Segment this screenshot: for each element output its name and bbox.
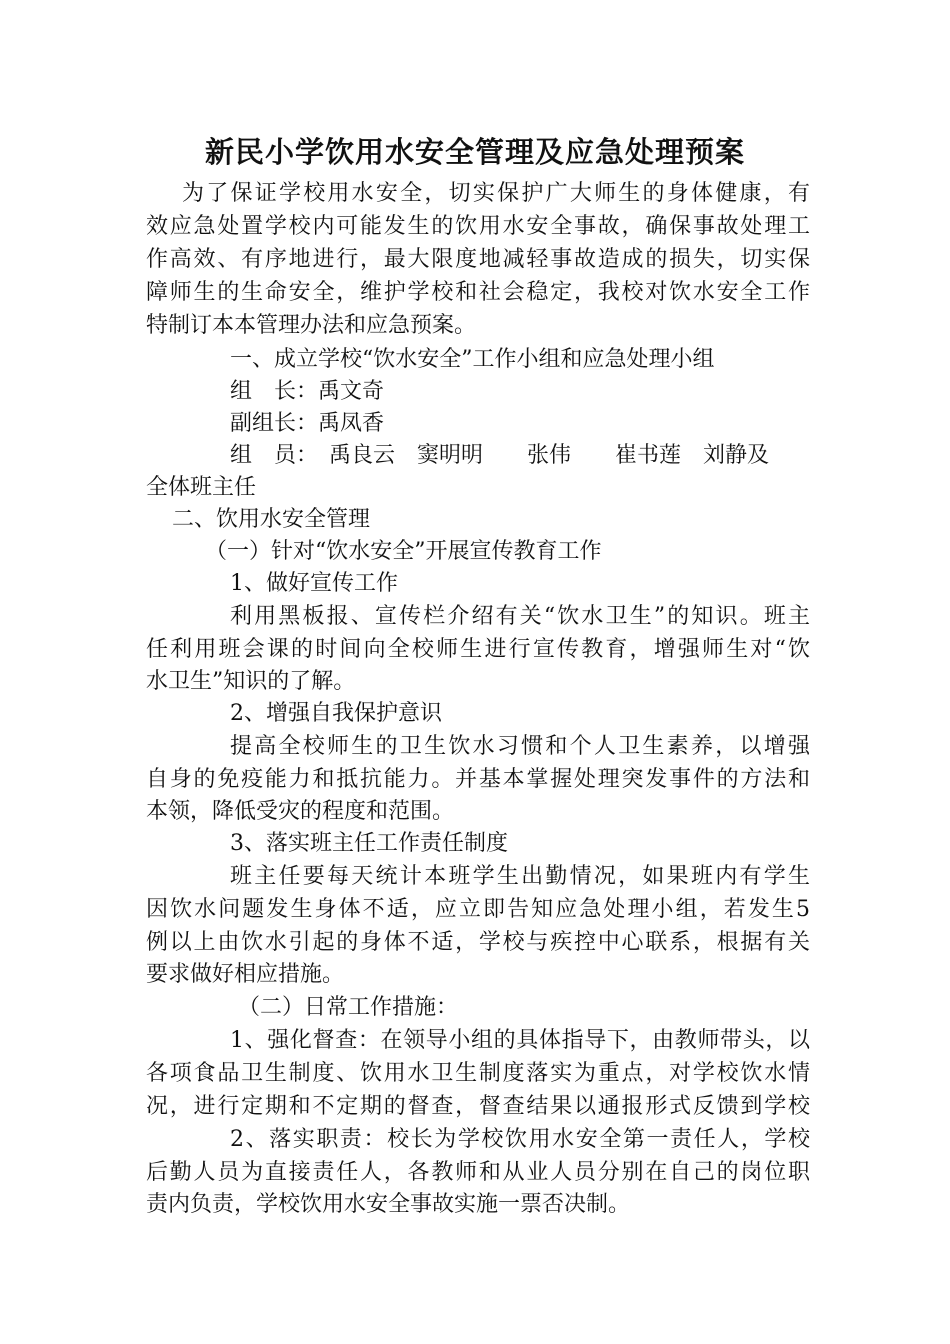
group-leader: 组 长：禹文奇 [230, 379, 385, 404]
measure1-line-3: 况，进行定期和不定期的督查，督查结果以通报形式反馈到学校 [146, 1094, 810, 1119]
item3-title: 3、落实班主任工作责任制度 [230, 831, 508, 856]
intro-line-4: 障师生的生命安全，维护学校和社会稳定，我校对饮水安全工作 [146, 280, 810, 305]
item3-body-line-4: 要求做好相应措施。 [146, 962, 345, 987]
item1-body-line-3: 水卫生”知识的了解。 [146, 669, 356, 694]
measure2-line-1: 2、落实职责：校长为学校饮用水安全第一责任人，学校 [230, 1127, 810, 1152]
measure1-line-2: 各项食品卫生制度、饮用水卫生制度落实为重点，对学校饮水情 [146, 1061, 810, 1086]
item2-body-line-1: 提高全校师生的卫生饮水习惯和个人卫生素养，以增强 [230, 734, 810, 759]
item1-body-line-1: 利用黑板报、宣传栏介绍有关“饮水卫生”的知识。班主 [230, 604, 810, 629]
item2-body-line-2: 自身的免疫能力和抵抗能力。并基本掌握处理突发事件的方法和 [146, 767, 810, 792]
group-members: 组 员： 禹良云 窦明明 张伟 崔书莲 刘静及 [230, 443, 770, 468]
item3-body-line-1: 班主任要每天统计本班学生出勤情况，如果班内有学生 [230, 864, 810, 889]
measure1-line-1: 1、强化督查：在领导小组的具体指导下，由教师带头，以 [230, 1028, 810, 1053]
item1-body-line-2: 任利用班会课的时间向全校师生进行宣传教育，增强师生对“饮 [146, 637, 810, 662]
item1-title: 1、做好宣传工作 [230, 571, 398, 596]
group-deputy: 副组长：禹凤香 [230, 411, 385, 436]
group-members-cont: 全体班主任 [146, 475, 257, 500]
section2-heading: 二、饮用水安全管理 [172, 507, 371, 532]
subsection1-heading: （一）针对“饮水安全”开展宣传教育工作 [205, 539, 602, 564]
item3-body-line-2: 因饮水问题发生身体不适，应立即告知应急处理小组，若发生5 [146, 897, 810, 922]
document-title: 新民小学饮用水安全管理及应急处理预案 [204, 135, 745, 169]
measure2-line-3: 责内负责，学校饮用水安全事故实施一票否决制。 [146, 1192, 631, 1217]
item2-body-line-3: 本领，降低受灾的程度和范围。 [146, 799, 455, 824]
subsection2-heading: （二）日常工作措施： [238, 995, 459, 1020]
intro-line-3: 作高效、有序地进行，最大限度地减轻事故造成的损失，切实保 [146, 247, 810, 272]
intro-line-1: 为了保证学校用水安全，切实保护广大师生的身体健康，有 [182, 181, 810, 206]
item3-body-line-3: 例以上由饮水引起的身体不适，学校与疾控中心联系，根据有关 [146, 930, 810, 955]
section1-heading: 一、成立学校“饮水安全”工作小组和应急处理小组 [230, 347, 715, 372]
measure2-line-2: 后勤人员为直接责任人，各教师和从业人员分别在自己的岗位职 [146, 1160, 810, 1185]
item2-title: 2、增强自我保护意识 [230, 701, 442, 726]
intro-line-2: 效应急处置学校内可能发生的饮用水安全事故，确保事故处理工 [146, 214, 810, 239]
intro-line-5: 特制订本本管理办法和应急预案。 [146, 313, 477, 338]
